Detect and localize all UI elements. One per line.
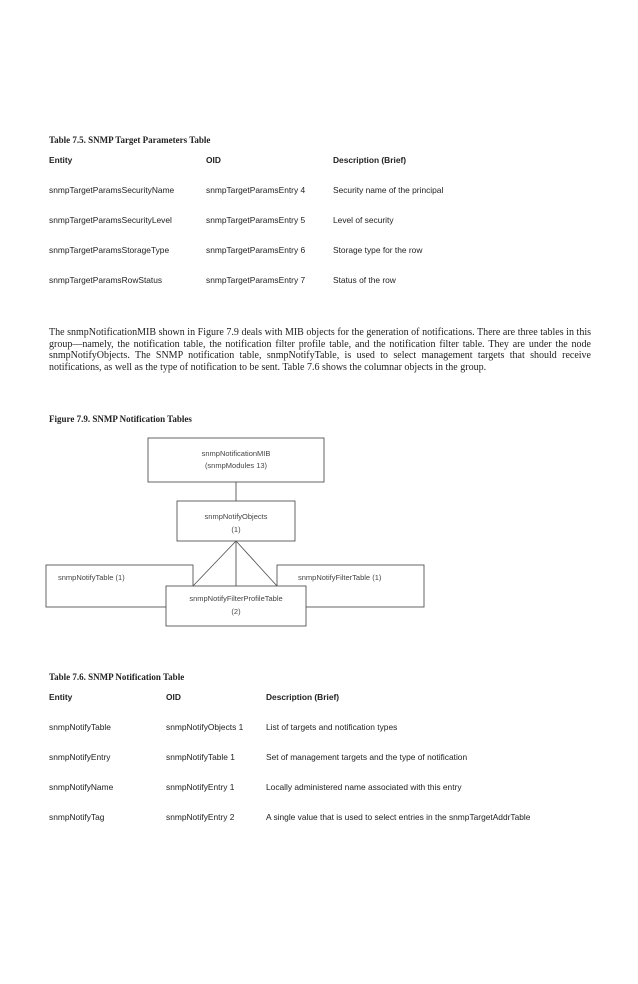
oid-cell: snmpNotifyObjects 1 xyxy=(166,722,244,732)
filter-profile-oid: (2) xyxy=(231,607,241,616)
entity-cell: snmpTargetParamsSecurityName xyxy=(49,185,175,195)
description-cell: Security name of the principal xyxy=(333,185,444,195)
root-node-oid: (snmpModules 13) xyxy=(204,461,268,470)
entity-cell: snmpTargetParamsRowStatus xyxy=(49,275,163,285)
filter-profile-box xyxy=(166,586,306,626)
description-cell: Storage type for the row xyxy=(333,245,423,255)
figure-7-9-caption: Figure 7.9. SNMP Notification Tables xyxy=(49,414,192,424)
entity-cell: snmpTargetParamsSecurityLevel xyxy=(49,215,172,225)
oid-cell: snmpNotifyEntry 2 xyxy=(166,812,235,822)
root-node-label: snmpNotificationMIB xyxy=(201,449,271,458)
column-header-oid: OID xyxy=(166,692,181,702)
description-cell: Locally administered name associated with this entry xyxy=(266,782,462,792)
filter-table-label: snmpNotifyFilterTable (1) xyxy=(298,573,382,582)
connector-line xyxy=(236,541,277,586)
oid-cell: snmpTargetParamsEntry 7 xyxy=(206,275,306,285)
description-cell: Level of security xyxy=(333,215,394,225)
notify-table-label: snmpNotifyTable (1) xyxy=(58,573,125,582)
column-header-oid: OID xyxy=(206,155,221,165)
column-header-entity: Entity xyxy=(49,155,73,165)
description-cell: List of targets and notification types xyxy=(266,722,398,732)
column-header-entity: Entity xyxy=(49,692,73,702)
oid-cell: snmpTargetParamsEntry 6 xyxy=(206,245,306,255)
description-cell: Status of the row xyxy=(333,275,396,285)
objects-node-oid: (1) xyxy=(231,525,241,534)
oid-cell: snmpNotifyEntry 1 xyxy=(166,782,235,792)
entity-cell: snmpNotifyEntry xyxy=(49,752,111,762)
entity-cell: snmpNotifyTag xyxy=(49,812,105,822)
entity-cell: snmpTargetParamsStorageType xyxy=(49,245,170,255)
oid-cell: snmpTargetParamsEntry 4 xyxy=(206,185,306,195)
root-node-box xyxy=(148,438,324,482)
entity-cell: snmpNotifyTable xyxy=(49,722,111,732)
description-cell: Set of management targets and the type of notification xyxy=(266,752,468,762)
filter-profile-label: snmpNotifyFilterProfileTable xyxy=(189,594,283,603)
objects-node-box xyxy=(177,501,295,541)
entity-cell: snmpNotifyName xyxy=(49,782,114,792)
connector-line xyxy=(193,541,236,586)
objects-node-label: snmpNotifyObjects xyxy=(204,512,268,521)
body-paragraph: The snmpNotificationMIB shown in Figure 7.9 deals with MIB objects for the generation of notifications. There are three tables in this group—namely, the notification table, the notification filter profile table, and the notification filter table. They are under the node snmpNotifyObjects. The SNMP notification table, snmpNotifyTable, is used to select management targets that should receive notifications, as well as the type of notification to be sent. Table 7.6 shows the columnar objects in the group. xyxy=(49,327,591,373)
column-header-description: Description (Brief) xyxy=(266,692,340,702)
column-header-description: Description (Brief) xyxy=(333,155,407,165)
table-7-5-caption: Table 7.5. SNMP Target Parameters Table xyxy=(49,135,211,145)
oid-cell: snmpNotifyTable 1 xyxy=(166,752,235,762)
description-cell: A single value that is used to select entries in the snmpTargetAddrTable xyxy=(266,812,531,822)
table-7-6-caption: Table 7.6. SNMP Notification Table xyxy=(49,672,185,682)
oid-cell: snmpTargetParamsEntry 5 xyxy=(206,215,306,225)
